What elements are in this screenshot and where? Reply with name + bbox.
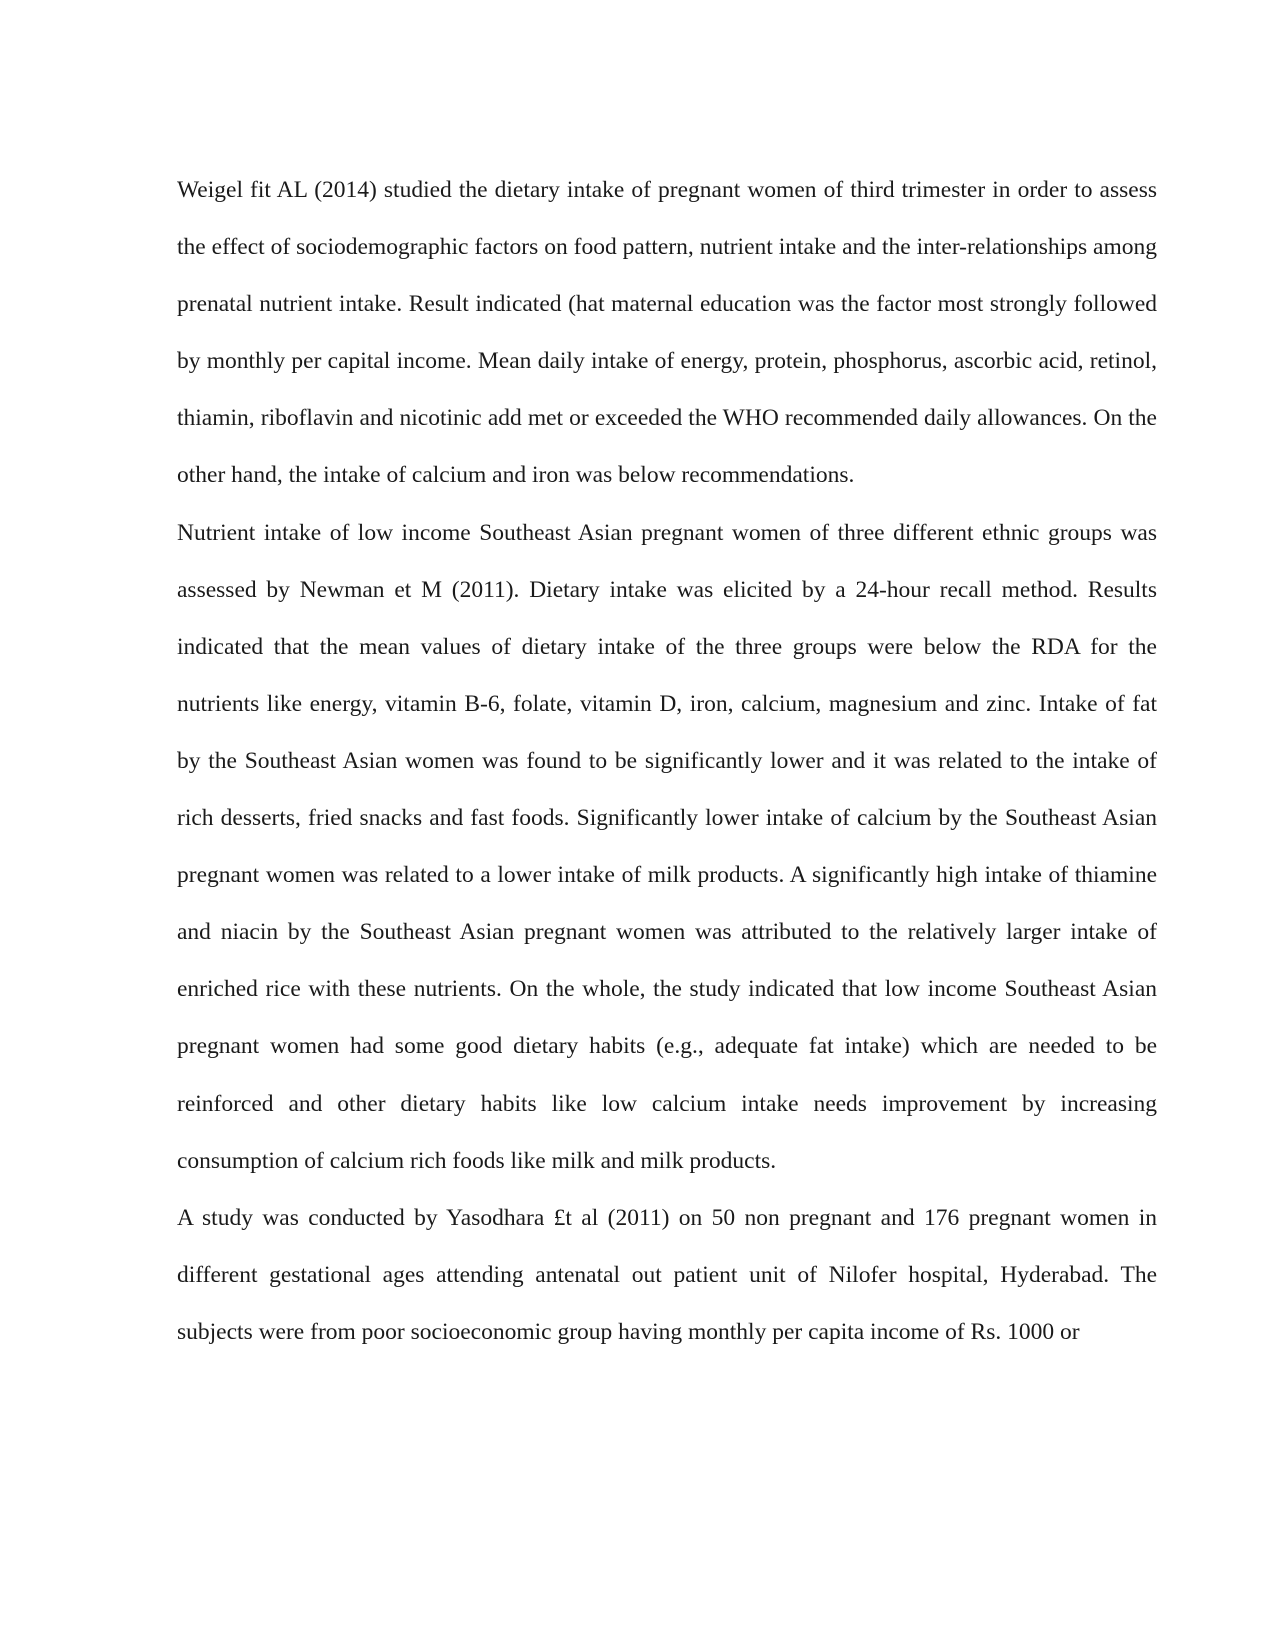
paragraph-yasodhara-study: A study was conducted by Yasodhara £t al (2011) on 50 non pregnant and 176 pregnant women in different gestational ages attending antenatal out patient unit of Nilofer hospital, Hyderabad. The subjects were from poor socioeconomic group having monthly per capita income of Rs. 1000 or [177, 1204, 1157, 1345]
paragraph-newman-study: Nutrient intake of low income Southeast Asian pregnant women of three different ethnic groups was assessed by Newman et M (2011). Dietary intake was elicited by a 24-hour recall method. Results indicated that the mean values of dietary intake of the three groups were below the RDA for the nutrients like energy, vitamin B-6, folate, vitamin D, iron, calcium, magnesium and zinc. Intake of fat by the Southeast Asian women was found to be significantly lower and it was related to the intake of rich desserts, fried snacks and fast foods. Significantly lower intake of calcium by the Southeast Asian pregnant women was related to a lower intake of milk products. A significantly high intake of thiamine and niacin by the Southeast Asian pregnant women was attributed to the relatively larger intake of enriched rice with these nutrients. On the whole, the study indicated that low income Southeast Asian pregnant women had some good dietary habits (e.g., adequate fat intake) which are needed to be reinforced and other dietary habits like low calcium intake needs improvement by increasing consumption of calcium rich foods like milk and milk products. [177, 519, 1157, 1174]
body-text [177, 162, 1157, 1361]
paragraph-weigel-study: Weigel fit AL (2014) studied the dietary intake of pregnant women of third trimester in order to assess the effect of sociodemographic factors on food pattern, nutrient intake and the inter-relationships among prenatal nutrient intake. Result indicated (hat maternal education was the factor most strongly followed by monthly per capital income. Mean daily intake of energy, protein, phosphorus, ascorbic acid, retinol, thiamin, riboflavin and nicotinic add met or exceeded the WHO recommended daily allowances. On the other hand, the intake of calcium and iron was below recommendations. [177, 177, 1157, 489]
